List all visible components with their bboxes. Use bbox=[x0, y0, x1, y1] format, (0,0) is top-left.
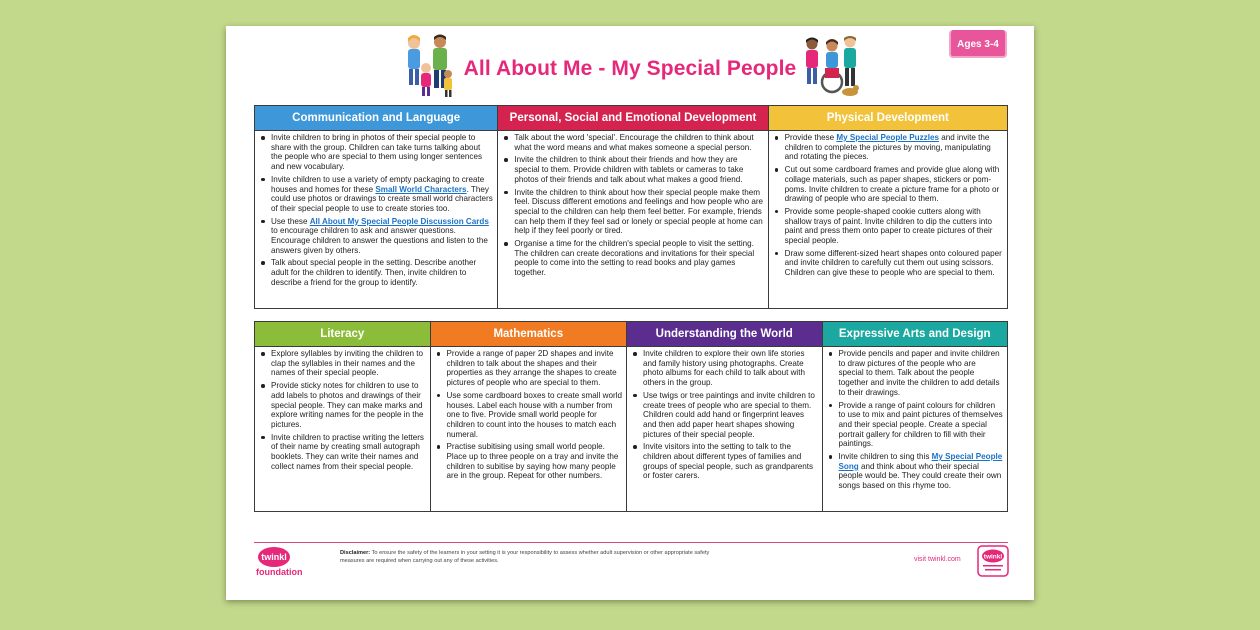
activity-text: Provide pencils and paper and invite children to draw pictures of the people who are special to them. Talk about the people together and invite the children to add details to their drawings. bbox=[838, 349, 1000, 397]
activity-text: Invite children to practise writing the letters of their name by creating small autograph booklets. They can write their names and collect names from their special people. bbox=[271, 432, 424, 471]
activity-text: and invite the children to complete the pictures by moving, manipulating and rotating the pieces. bbox=[784, 133, 991, 162]
activity-text: Cut out some cardboard frames and provide glue along with collage materials, such as paper shapes, stickers or pom-poms. Invite children to create a picture frame for a photo or drawing of people who are special to them. bbox=[784, 165, 1000, 204]
page-title: All About Me - My Special People bbox=[463, 57, 797, 80]
activity-item bbox=[773, 165, 1003, 204]
activity-text: Provide some people-shaped cookie cutters along with shallow trays of paint. Invite children to dip the cutters into paint and press them onto paper to create pictures of their special people. bbox=[784, 206, 993, 246]
area-heading: Understanding the World bbox=[627, 322, 821, 347]
area-heading: Physical Development bbox=[769, 106, 1007, 131]
activity-item bbox=[631, 391, 817, 440]
resource-link[interactable]: My Special People Puzzles bbox=[836, 133, 939, 142]
activity-item bbox=[259, 433, 426, 472]
activity-list bbox=[259, 349, 426, 471]
activity-item bbox=[435, 349, 622, 388]
top-areas-table bbox=[254, 105, 1008, 309]
activity-text: Invite children to bring in photos of their special people to share with the group. Children can take turns talking about the people who are special to them using longer sentences and new vocabulary. bbox=[271, 133, 483, 172]
activity-text: Use some cardboard boxes to create small world houses. Label each house with a number from one to five. Provide small world people for children to count into the houses to match each numeral. bbox=[446, 390, 622, 439]
activity-item bbox=[259, 175, 493, 214]
activity-text: Use these bbox=[271, 216, 310, 226]
resource-link[interactable]: All About My Special People Discussion Cards bbox=[309, 216, 489, 226]
activity-item bbox=[259, 217, 493, 256]
visit-link[interactable]: visit twinkl.com bbox=[914, 556, 961, 563]
activity-item bbox=[259, 133, 493, 172]
bottom-areas-table bbox=[254, 321, 1008, 512]
age-badge: Ages 3-4 bbox=[949, 30, 1007, 58]
activity-item bbox=[502, 133, 763, 152]
activity-text: Invite the children to think about their friends and how they are special to them. Provide children with tablets or cameras to take photos of their friends and talk about what makes a good friend. bbox=[514, 155, 744, 184]
area-expressive-arts-and-design bbox=[823, 322, 1008, 511]
activity-item bbox=[259, 381, 426, 430]
activity-item bbox=[773, 133, 1003, 162]
area-mathematics bbox=[431, 322, 627, 511]
resource-link[interactable]: My Special People Song bbox=[838, 452, 1003, 471]
activity-item bbox=[827, 401, 1004, 450]
area-heading: Personal, Social and Emotional Development bbox=[498, 106, 767, 131]
activity-item bbox=[631, 349, 817, 388]
activity-text: Talk about special people in the setting. Describe another adult for the children to identify. Then, invite children to describe a friend for the group to identify. bbox=[271, 258, 477, 287]
activity-sheet bbox=[226, 26, 1034, 600]
twinkl-badge-logo bbox=[976, 544, 1010, 578]
logo-left-bottom-text: foundation bbox=[256, 567, 303, 577]
activity-text: Invite children to use a variety of empty packaging to create houses and homes for these bbox=[271, 174, 485, 194]
activity-list bbox=[631, 349, 817, 481]
activity-item bbox=[827, 349, 1004, 398]
activity-text: Talk about the word 'special'. Encourage the children to think about what the word means and what makes someone a special person. bbox=[514, 133, 754, 152]
activity-list bbox=[259, 133, 493, 288]
activity-text: Invite visitors into the setting to talk to the children about different types of families and groups of special people, such as grandparents or foster carers. bbox=[643, 442, 814, 481]
activity-text: Provide these bbox=[784, 133, 837, 142]
resource-link[interactable]: Small World Characters bbox=[375, 184, 467, 194]
area-literacy bbox=[255, 322, 431, 511]
activity-text: Draw some different-sized heart shapes onto coloured paper and invite children to carefully cut them out using scissors. Children can give these to people who are special to them. bbox=[784, 248, 1002, 278]
area-personal-social-emotional bbox=[498, 106, 768, 308]
disclaimer-label: Disclaimer: bbox=[340, 550, 371, 556]
logo-right-text: twinkl bbox=[983, 553, 1003, 561]
activity-list bbox=[435, 349, 622, 481]
activity-item bbox=[435, 391, 622, 440]
activity-text: Organise a time for the children's special people to visit the setting. The children can create decorations and invitations for their special people to come into the setting to read books and play games together. bbox=[514, 239, 755, 278]
area-understanding-the-world bbox=[627, 322, 822, 511]
activity-text: Explore syllables by inviting the children to clap the syllables in their names and the names of their special people. bbox=[271, 349, 424, 378]
logo-left-top-text: twinkl bbox=[261, 552, 287, 562]
activity-item bbox=[435, 442, 622, 481]
activity-list bbox=[827, 349, 1004, 491]
activity-item bbox=[259, 349, 426, 378]
activity-text: Use twigs or tree paintings and invite children to create trees of people who are special to them. Children could add hand or fingerprint leaves and then add paper heart shapes showing pictures of their special people. bbox=[643, 390, 815, 439]
area-heading: Literacy bbox=[255, 322, 430, 347]
activity-text: Invite children to explore their own life stories and family history using photographs. Create photo albums for each child to talk about with others in the group. bbox=[643, 349, 805, 388]
twinkl-foundation-logo bbox=[252, 545, 310, 579]
activity-item bbox=[827, 452, 1004, 491]
activity-item bbox=[502, 188, 763, 237]
area-physical-development bbox=[769, 106, 1007, 308]
area-heading: Communication and Language bbox=[255, 106, 497, 131]
footer-divider bbox=[254, 542, 1008, 543]
family-illustration-right bbox=[800, 36, 862, 98]
area-heading: Expressive Arts and Design bbox=[823, 322, 1008, 347]
activity-item bbox=[259, 258, 493, 287]
activity-text: Provide sticky notes for children to use to add labels to photos and drawings of their special people. They can make marks and explore writing names for the people in the pictures. bbox=[271, 381, 424, 429]
area-communication-and-language bbox=[255, 106, 498, 308]
activity-item bbox=[773, 249, 1003, 278]
activity-item bbox=[773, 207, 1003, 246]
activity-item bbox=[502, 155, 763, 184]
activity-text: Provide a range of paper 2D shapes and invite children to talk about the shapes and their properties as they arrange the shapes to create pictures of people who are special to them. bbox=[446, 349, 617, 388]
activity-text: and think about who their special people would be. They could create their own songs based on this rhyme too. bbox=[838, 461, 1002, 491]
activity-text: Invite the children to think about how their special people make them feel. Discuss different emotions and feelings and how people who are special to the children can help them feel better. For example, friends can help them if they feel sad or lonely or special people at home can help if they feel poorly or tired. bbox=[514, 187, 764, 236]
area-heading: Mathematics bbox=[431, 322, 626, 347]
disclaimer bbox=[340, 550, 720, 565]
activity-text: . They could use photos or drawings to create small world characters of their special people to use to create stories too. bbox=[271, 184, 493, 213]
activity-list bbox=[502, 133, 763, 278]
activity-text: to encourage children to ask and answer questions. Encourage children to answer the questions and listen to the answers given by others. bbox=[271, 226, 488, 255]
activity-text: Invite children to sing this bbox=[838, 452, 932, 462]
activity-text: Provide a range of paint colours for children to use to mix and paint pictures of themselves and their special people. Create a special portrait gallery for children to fill with their paintings. bbox=[838, 400, 1003, 449]
activity-text: Practise subitising using small world people. Place up to three people on a tray and invite the children to subitise by saying how many people are in the group. Repeat for other numbers. bbox=[446, 442, 619, 481]
disclaimer-text: To ensure the safety of the learners in your setting it is your responsibility to assess whether adult supervision or other appropriate safety measures are required when carrying out any of these activities. bbox=[340, 550, 710, 564]
activity-item bbox=[631, 442, 817, 481]
activity-list bbox=[773, 133, 1003, 278]
activity-item bbox=[502, 239, 763, 278]
